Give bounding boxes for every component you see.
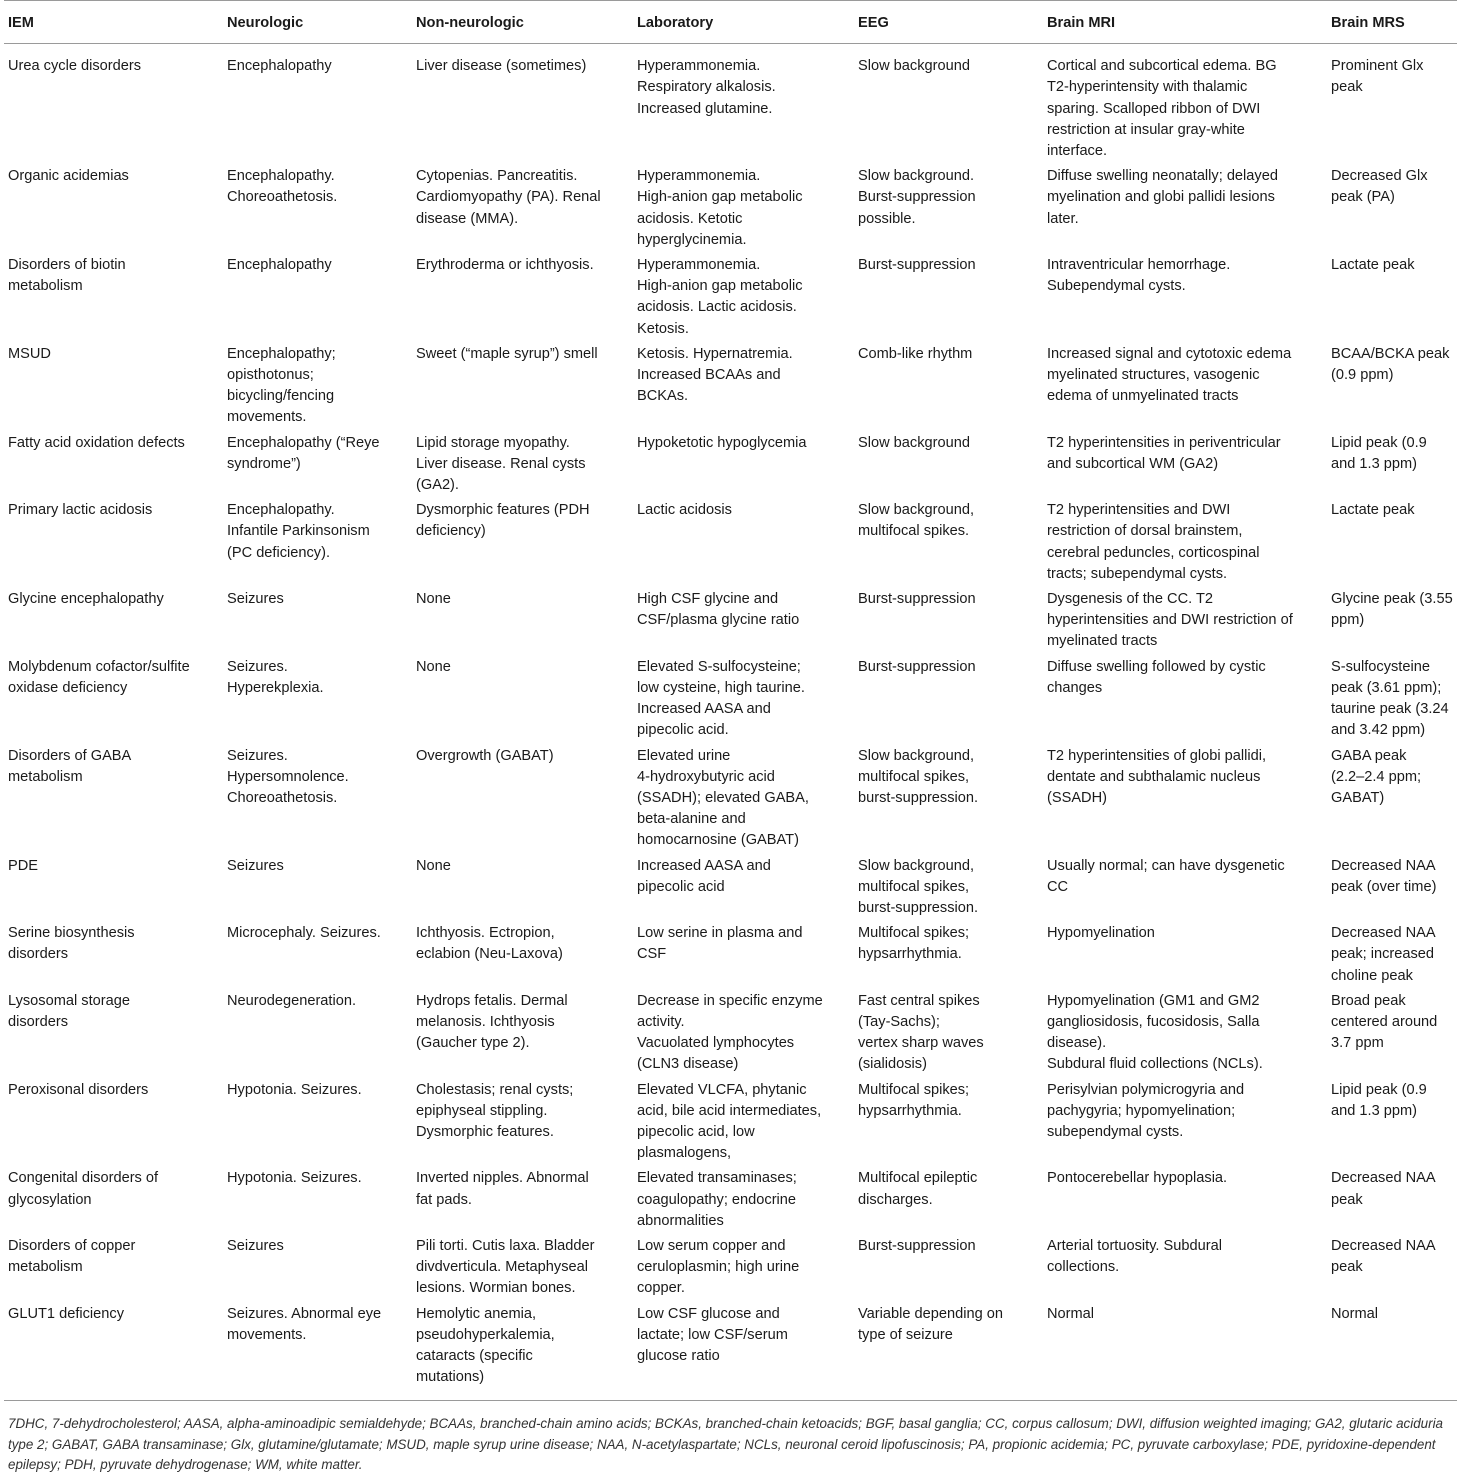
cell-neurologic: Encephalopathy (“Reye syndrome”)	[227, 434, 380, 472]
cell-iem: MSUD	[8, 345, 51, 362]
cell-brain-mri: T2 hyperintensities in periventricular and subcortical WM (GA2)	[1047, 434, 1281, 472]
cell-iem: Disorders of copper metabolism	[8, 1237, 136, 1276]
cell-neurologic: Encephalopathy	[227, 58, 332, 75]
cell-brain-mrs: GABA peak (2.2–2.4 ppm; GABAT)	[1331, 747, 1422, 806]
cell-non-neurologic: None	[416, 857, 451, 874]
cell-iem: Disorders of GABA metabolism	[8, 747, 132, 785]
cell-eeg: Slow background	[858, 434, 970, 451]
header-laboratory: Laboratory	[637, 15, 714, 31]
cell-non-neurologic: None	[416, 591, 451, 608]
cell-iem: GLUT1 deficiency	[8, 1305, 124, 1322]
cell-eeg: Slow background, multifocal spikes, burst-suppression.	[858, 747, 979, 806]
cell-laboratory: Low serine in plasma and CSF	[637, 925, 803, 963]
cell-brain-mri: Diffuse swelling followed by cystic changes	[1047, 658, 1266, 696]
cell-laboratory: Elevated urine 4-hydroxybutyric acid (SSADH); elevated GABA, beta-alanine and homocarnosine (GABAT)	[637, 747, 809, 849]
table-footnote: 7DHC, 7-dehydrocholesterol; AASA, alpha-aminoadipic semialdehyde; BCAAs, branched-chain amino acids; BCKAs, branched-chain ketoacids; BGF, basal ganglia; CC, corpus callosum; DWI, diffusion weighted imaging; GA2, glutaric aciduria type 2; GABAT, GABA transaminase; Glx, glutamine/glutamate; MSUD, maple syrup urine disease; NAA, N-acetylaspartate; NCLs, neuronal ceroid lipofuscinosis; PA, propionic acidemia; PC, pyruvate carboxylase; PDE, pyridoxine-dependent epilepsy; PDH, pyruvate dehydrogenase; WM, white matter.	[8, 1416, 1444, 1473]
cell-non-neurologic: Pili torti. Cutis laxa. Bladder divdverticula. Metaphyseal lesions. Wormian bones.	[416, 1237, 595, 1297]
cell-iem: Lysosomal storage disorders	[8, 992, 130, 1030]
cell-brain-mrs: Decreased NAA peak; increased choline peak	[1331, 925, 1436, 984]
table-row	[4, 991, 1457, 1080]
cell-brain-mrs: Glycine peak (3.55 ppm)	[1331, 591, 1453, 629]
cell-eeg: Slow background, multifocal spikes.	[858, 502, 975, 540]
cell-brain-mri: Normal	[1047, 1305, 1095, 1322]
cell-non-neurologic: Cytopenias. Pancreatitis. Cardiomyopathy (PA). Renal disease (MMA).	[416, 168, 601, 227]
cell-iem: Congenital disorders of glycosylation	[8, 1170, 159, 1208]
cell-neurologic: Seizures	[227, 857, 284, 874]
cell-brain-mri: T2 hyperintensities and DWI restriction of dorsal brainstem, cerebral peduncles, corticospinal tracts; subependymal cysts.	[1047, 502, 1260, 582]
cell-eeg: Multifocal spikes; hypsarrhythmia.	[858, 925, 970, 963]
cell-iem: Peroxisonal disorders	[8, 1081, 149, 1098]
cell-non-neurologic: Ichthyosis. Ectropion, eclabion (Neu-Laxova)	[416, 925, 563, 963]
cell-non-neurologic: Erythroderma or ichthyosis.	[416, 257, 594, 274]
cell-laboratory: Increased AASA and pipecolic acid	[637, 857, 771, 895]
cell-laboratory: Elevated S-sulfocysteine; low cysteine, high taurine. Increased AASA and pipecolic acid.	[637, 658, 805, 739]
cell-eeg: Burst-suppression	[858, 658, 976, 675]
cell-laboratory: Low CSF glucose and lactate; low CSF/serum glucose ratio	[637, 1305, 788, 1364]
cell-brain-mri: Increased signal and cytotoxic edema myelinated structures, vasogenic edema of unmyelinated tracts	[1047, 345, 1292, 405]
cell-non-neurologic: Overgrowth (GABAT)	[416, 747, 554, 764]
table-row	[4, 657, 1457, 746]
cell-laboratory: Low serum copper and ceruloplasmin; high urine copper.	[637, 1237, 800, 1297]
cell-laboratory: Ketosis. Hypernatremia. Increased BCAAs and BCKAs.	[637, 345, 793, 405]
cell-eeg: Slow background. Burst-suppression possible.	[858, 168, 976, 227]
cell-eeg: Burst-suppression	[858, 1237, 976, 1254]
table-row	[4, 255, 1457, 344]
cell-non-neurologic: Inverted nipples. Abnormal fat pads.	[416, 1170, 589, 1208]
cell-brain-mrs: Normal	[1331, 1305, 1379, 1322]
cell-eeg: Multifocal spikes; hypsarrhythmia.	[858, 1081, 970, 1119]
cell-laboratory: Decrease in specific enzyme activity. Vacuolated lymphocytes (CLN3 disease)	[637, 992, 823, 1073]
cell-non-neurologic: None	[416, 658, 451, 675]
cell-brain-mri: Intraventricular hemorrhage. Subependymal cysts.	[1047, 257, 1231, 295]
cell-laboratory: High CSF glycine and CSF/plasma glycine ratio	[637, 591, 800, 629]
header-iem: IEM	[8, 15, 34, 31]
cell-iem: Molybdenum cofactor/sulfite oxidase deficiency	[8, 658, 190, 696]
cell-neurologic: Encephalopathy. Infantile Parkinsonism (PC deficiency).	[227, 502, 370, 561]
cell-brain-mri: Hypomyelination (GM1 and GM2 gangliosidosis, fucosidosis, Salla disease). Subdural fluid collections (NCLs).	[1047, 992, 1263, 1073]
cell-laboratory: Hyperammonemia. High-anion gap metabolic acidosis. Ketotic hyperglycinemia.	[637, 168, 803, 248]
header-brain-mri: Brain MRI	[1047, 15, 1116, 31]
cell-neurologic: Encephalopathy; opisthotonus; bicycling/fencing movements.	[227, 345, 336, 426]
cell-eeg: Fast central spikes (Tay-Sachs); vertex sharp waves (sialidosis)	[858, 992, 984, 1073]
cell-iem: Disorders of biotin metabolism	[8, 257, 126, 295]
cell-brain-mri: T2 hyperintensities of globi pallidi, dentate and subthalamic nucleus (SSADH)	[1047, 747, 1267, 806]
table-row	[4, 1236, 1457, 1304]
cell-neurologic: Seizures	[227, 1237, 284, 1254]
cell-laboratory: Elevated transaminases; coagulopathy; endocrine abnormalities	[637, 1170, 797, 1229]
cell-laboratory: Hyperammonemia. Respiratory alkalosis. Increased glutamine.	[637, 58, 776, 117]
cell-brain-mrs: BCAA/BCKA peak (0.9 ppm)	[1331, 345, 1450, 384]
table-row	[4, 923, 1457, 991]
cell-non-neurologic: Hemolytic anemia, pseudohyperkalemia, cataracts (specific mutations)	[416, 1305, 555, 1386]
cell-neurologic: Encephalopathy	[227, 257, 332, 274]
cell-neurologic: Hypotonia. Seizures.	[227, 1081, 362, 1098]
table-body	[4, 44, 1457, 1401]
cell-iem: Primary lactic acidosis	[8, 502, 153, 519]
cell-brain-mri: Perisylvian polymicrogyria and pachygyria; hypomyelination; subependymal cysts.	[1047, 1081, 1245, 1140]
table-row	[4, 1080, 1457, 1169]
header-eeg: EEG	[858, 15, 889, 31]
iem-table	[4, 0, 1457, 1401]
table-row	[4, 1304, 1457, 1401]
table-row	[4, 589, 1457, 657]
cell-brain-mri: Hypomyelination	[1047, 925, 1155, 942]
cell-brain-mri: Pontocerebellar hypoplasia.	[1047, 1170, 1228, 1187]
cell-brain-mrs: S-sulfocysteine peak (3.61 ppm); taurine peak (3.24 and 3.42 ppm)	[1331, 658, 1449, 739]
header-brain-mrs: Brain MRS	[1331, 15, 1405, 31]
table-row	[4, 856, 1457, 924]
cell-laboratory: Hyperammonemia. High-anion gap metabolic acidosis. Lactic acidosis. Ketosis.	[637, 257, 803, 337]
cell-brain-mrs: Lactate peak	[1331, 257, 1415, 274]
cell-brain-mrs: Broad peak centered around 3.7 ppm	[1331, 992, 1438, 1052]
cell-eeg: Multifocal epileptic discharges.	[858, 1170, 978, 1208]
table-row	[4, 500, 1457, 589]
cell-brain-mrs: Prominent Glx peak	[1331, 58, 1424, 96]
header-neurologic: Neurologic	[227, 15, 304, 31]
cell-iem: PDE	[8, 857, 39, 874]
cell-neurologic: Neurodegeneration.	[227, 992, 357, 1009]
cell-eeg: Slow background	[858, 58, 970, 75]
cell-eeg: Burst-suppression	[858, 257, 976, 274]
cell-non-neurologic: Hydrops fetalis. Dermal melanosis. Ichthyosis (Gaucher type 2).	[416, 992, 568, 1052]
cell-non-neurologic: Liver disease (sometimes)	[416, 58, 587, 75]
cell-eeg: Variable depending on type of seizure	[858, 1305, 1003, 1343]
cell-brain-mri: Diffuse swelling neonatally; delayed myelination and globi pallidi lesions later.	[1047, 168, 1278, 227]
table-header	[4, 1, 1457, 44]
table-row	[4, 344, 1457, 433]
table-row	[4, 1168, 1457, 1236]
cell-brain-mrs: Decreased NAA peak	[1331, 1237, 1436, 1276]
cell-neurologic: Microcephaly. Seizures.	[227, 925, 381, 942]
cell-brain-mrs: Decreased Glx peak (PA)	[1331, 168, 1428, 206]
cell-brain-mrs: Lipid peak (0.9 and 1.3 ppm)	[1331, 434, 1427, 472]
cell-iem: Glycine encephalopathy	[8, 591, 164, 608]
cell-iem: Organic acidemias	[8, 168, 129, 185]
cell-non-neurologic: Sweet (“maple syrup”) smell	[416, 345, 598, 362]
cell-non-neurologic: Cholestasis; renal cysts; epiphyseal stippling. Dysmorphic features.	[416, 1081, 574, 1140]
cell-neurologic: Seizures. Hypersomnolence. Choreoathetosis.	[227, 747, 349, 806]
cell-brain-mrs: Decreased NAA peak (over time)	[1331, 857, 1437, 895]
cell-neurologic: Hypotonia. Seizures.	[227, 1170, 362, 1187]
cell-non-neurologic: Lipid storage myopathy. Liver disease. Renal cysts (GA2).	[416, 434, 586, 494]
cell-brain-mri: Dysgenesis of the CC. T2 hyperintensities and DWI restriction of myelinated tracts	[1047, 591, 1293, 650]
cell-neurologic: Seizures. Abnormal eye movements.	[227, 1305, 382, 1343]
cell-brain-mrs: Decreased NAA peak	[1331, 1170, 1436, 1208]
table-row	[4, 44, 1457, 167]
table-row	[4, 166, 1457, 255]
cell-brain-mrs: Lipid peak (0.9 and 1.3 ppm)	[1331, 1081, 1427, 1119]
cell-iem: Serine biosynthesis disorders	[8, 925, 135, 963]
cell-brain-mrs: Lactate peak	[1331, 502, 1415, 519]
cell-non-neurologic: Dysmorphic features (PDH deficiency)	[416, 502, 590, 540]
cell-brain-mri: Arterial tortuosity. Subdural collections.	[1047, 1237, 1222, 1276]
header-row	[4, 1, 1457, 44]
cell-neurologic: Seizures. Hyperekplexia.	[227, 658, 324, 696]
cell-brain-mri: Cortical and subcortical edema. BG T2-hyperintensity with thalamic sparing. Scalloped ribbon of DWI restriction at insular gray-white interface.	[1047, 58, 1277, 160]
cell-iem: Fatty acid oxidation defects	[8, 434, 185, 451]
header-non-neurologic: Non-neurologic	[416, 15, 524, 31]
cell-iem: Urea cycle disorders	[8, 58, 142, 75]
cell-neurologic: Encephalopathy. Choreoathetosis.	[227, 168, 338, 206]
cell-laboratory: Hypoketotic hypoglycemia	[637, 434, 807, 451]
cell-eeg: Slow background, multifocal spikes, burst-suppression.	[858, 857, 979, 916]
cell-laboratory: Lactic acidosis	[637, 502, 732, 519]
cell-eeg: Comb-like rhythm	[858, 345, 973, 362]
cell-brain-mri: Usually normal; can have dysgenetic CC	[1047, 857, 1285, 895]
table-row	[4, 746, 1457, 856]
cell-eeg: Burst-suppression	[858, 591, 976, 608]
cell-laboratory: Elevated VLCFA, phytanic acid, bile acid intermediates, pipecolic acid, low plasmalogens,	[637, 1081, 822, 1162]
cell-neurologic: Seizures	[227, 591, 284, 608]
table-row	[4, 433, 1457, 501]
